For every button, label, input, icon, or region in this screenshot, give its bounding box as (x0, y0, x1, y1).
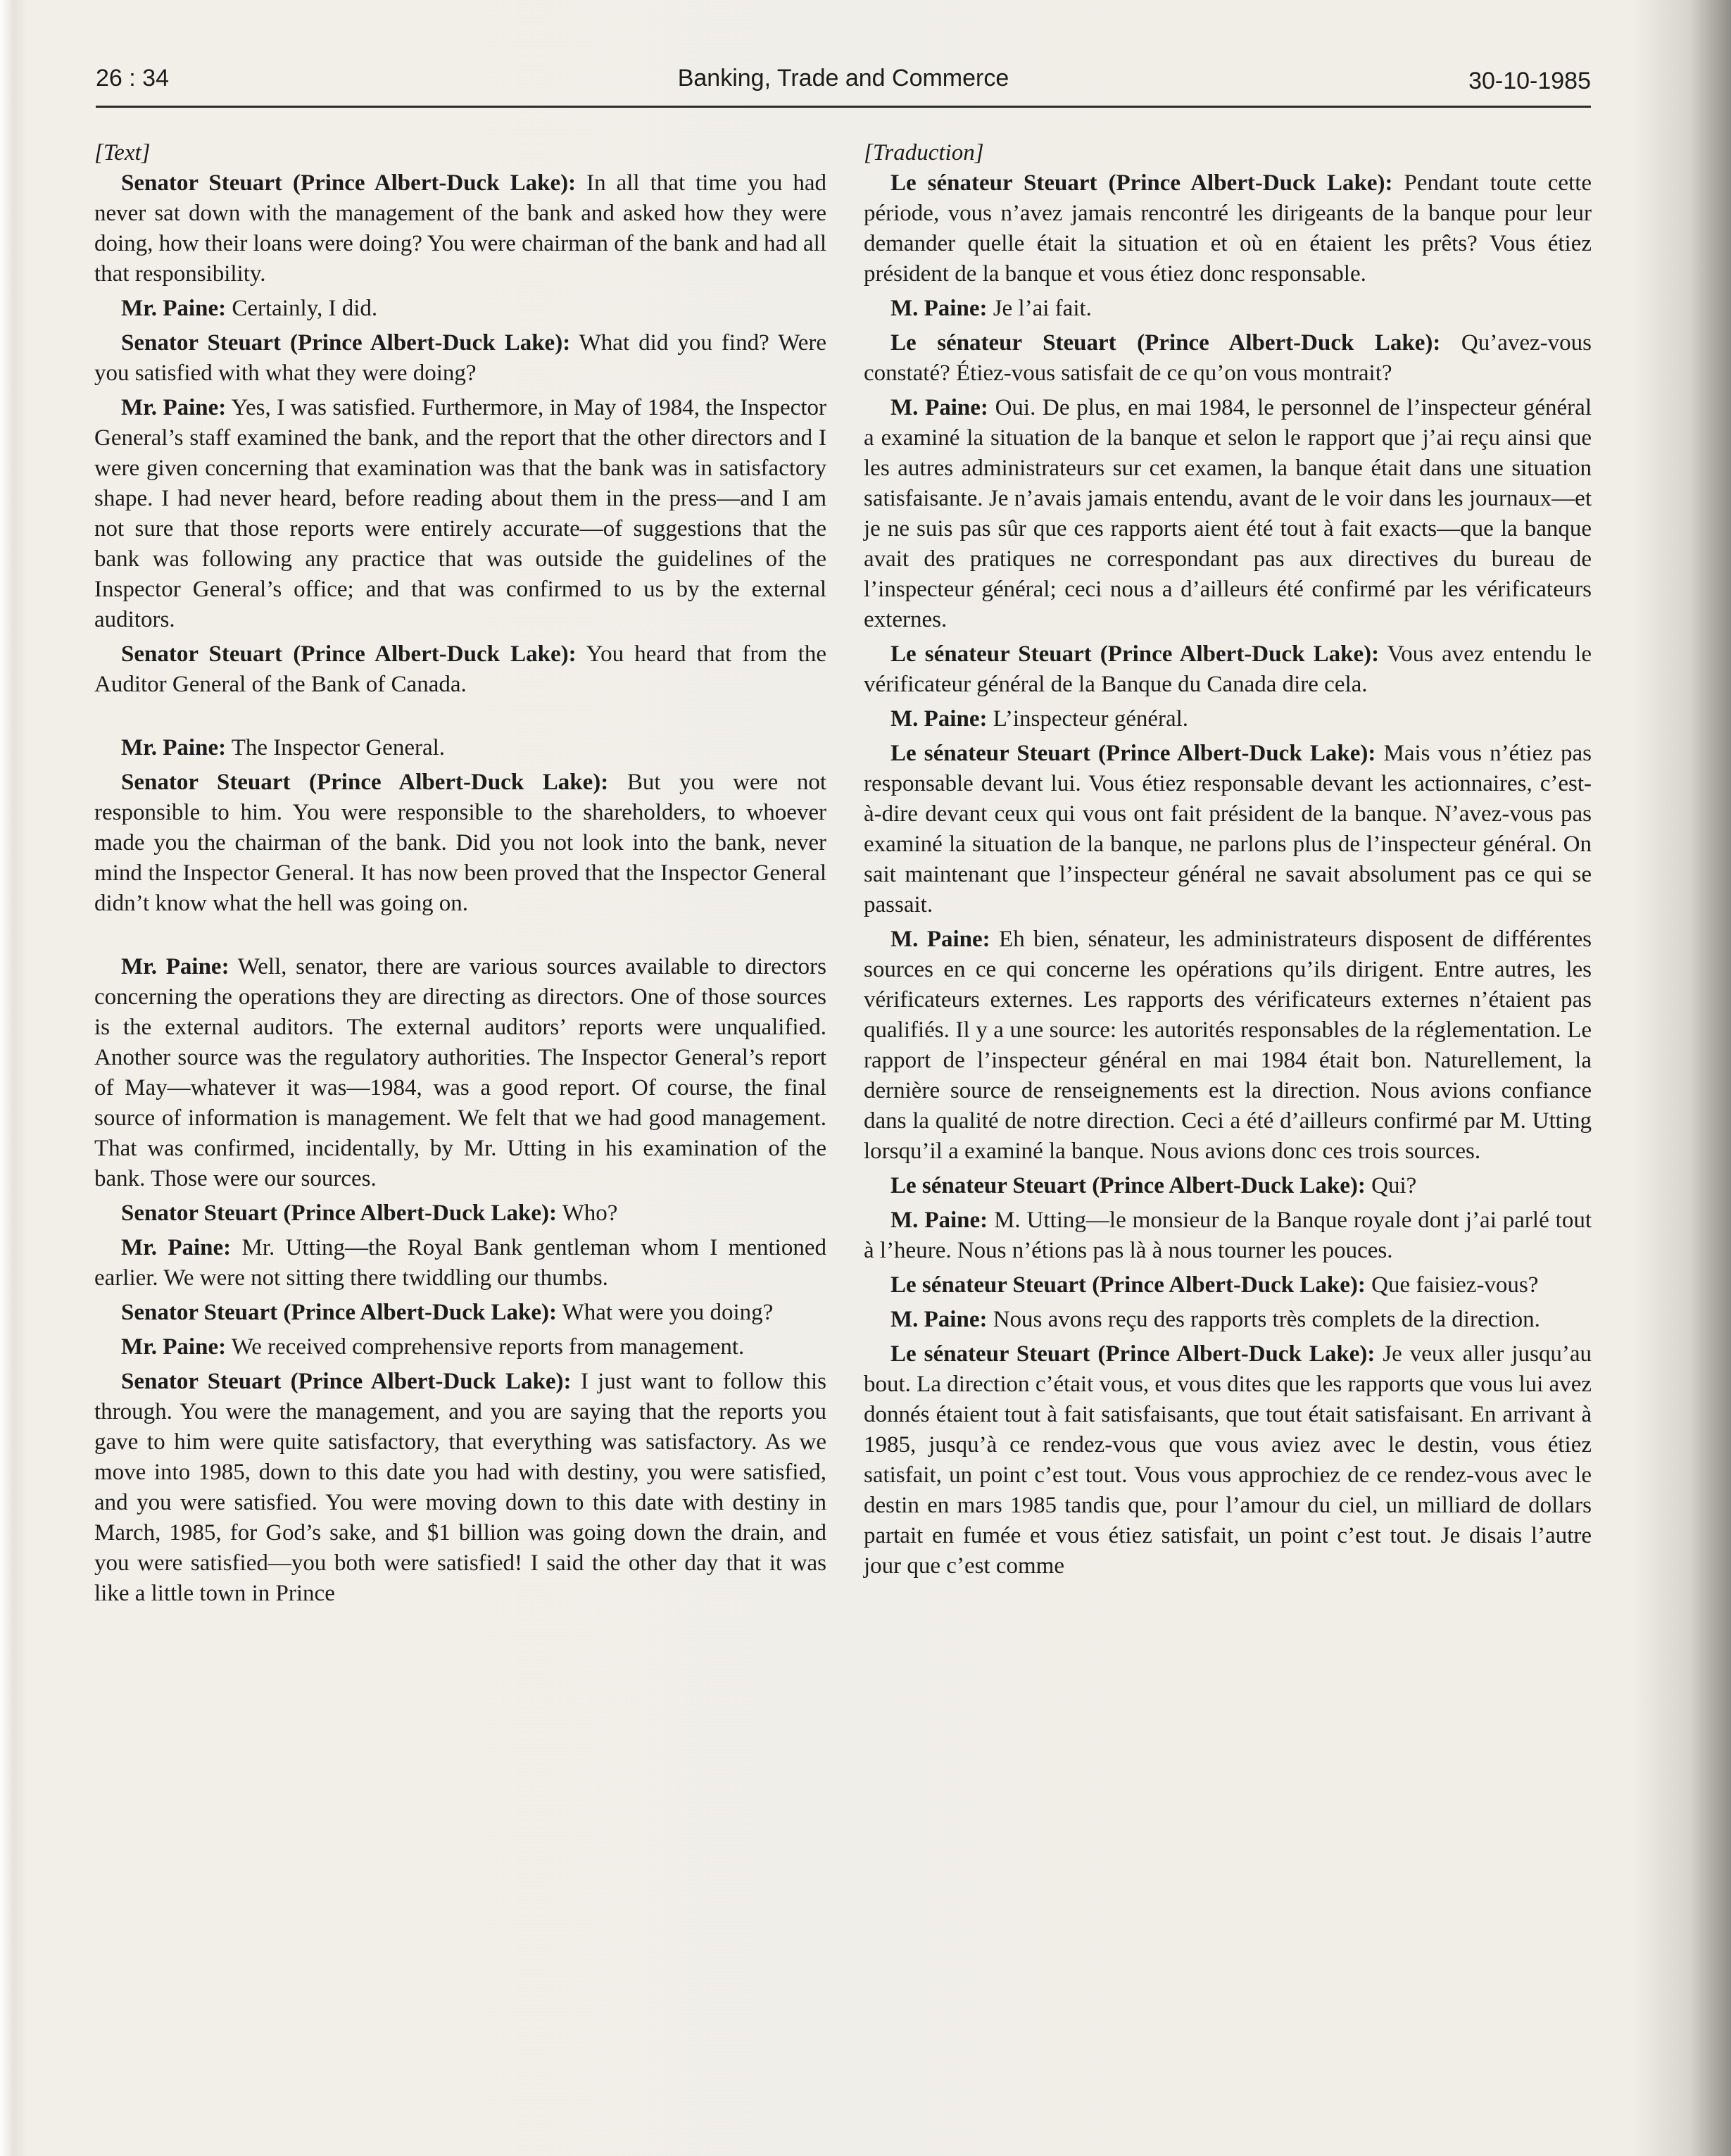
speaker-name: Le sénateur Steuart (Prince Albert-Duck Lake): (890, 1272, 1366, 1298)
speaker-name: Senator Steuart (Prince Albert-Duck Lake): (121, 1369, 572, 1394)
page-number: 26 : 34 (96, 65, 169, 92)
speaker-name: Mr. Paine: (121, 296, 227, 321)
speaker-name: Senator Steuart (Prince Albert-Duck Lake): (121, 1201, 557, 1226)
speaker-name: Le sénateur Steuart (Prince Albert-Duck Lake): (890, 741, 1376, 766)
speech-text: You heard that from the Auditor General of the Bank of Canada. (94, 641, 826, 697)
speech-paragraph (94, 294, 826, 324)
speaker-name: Senator Steuart (Prince Albert-Duck Lake): (121, 1300, 557, 1325)
issue-date: 30-10-1985 (1468, 68, 1591, 94)
speech-text: Que faisiez-vous? (1365, 1272, 1539, 1298)
speech-text: L’inspecteur général. (987, 706, 1189, 732)
speech-paragraph (864, 925, 1592, 1167)
speaker-name: M. Paine: (890, 395, 988, 420)
speaker-name: Le sénateur Steuart (Prince Albert-Duck Lake): (890, 641, 1380, 667)
speaker-name: Senator Steuart (Prince Albert-Duck Lake): (121, 770, 609, 795)
speech-paragraph (864, 393, 1592, 635)
speaker-name: Le sénateur Steuart (Prince Albert-Duck Lake): (890, 1341, 1376, 1367)
speech-text: M. Utting—le monsieur de la Banque royale dont j’ai parlé tout à l’heure. Nous n’étions pas là à nous tourner les pouces. (864, 1208, 1592, 1263)
speaker-name: Le sénateur Steuart (Prince Albert-Duck Lake): (890, 170, 1393, 196)
speech-paragraph (864, 168, 1592, 289)
speech-paragraph (94, 952, 826, 1194)
speaker-name: Senator Steuart (Prince Albert-Duck Lake): (121, 330, 571, 356)
speech-paragraph (864, 739, 1592, 920)
speaker-name: Mr. Paine: (121, 395, 227, 420)
speech-paragraph (94, 1367, 826, 1609)
speech-text: Je veux aller jusqu’au bout. La direction c’était vous, et vous dites que les rapports que vous lui avez donnés étaient tout à fait satisfaisants, que tout était satisfaisant. En arrivant à 1985, jusqu’à ce rendez-vous que vous aviez avec le destin, vous étiez satisfait, un point c’est tout. Vous vous approchiez de ce rendez-vous avec le destin en mars 1985 tandis que, pour l’amour du ciel, un milliard de dollars partait en fumée et vous étiez satisfait, un point c’est tout. Je disais l’autre jour que c’est comme (864, 1341, 1592, 1579)
english-column (94, 138, 826, 1613)
speech-text: Yes, I was satisfied. Furthermore, in May of 1984, the Inspector General’s staff examined the bank, and the report that the other directors and I were given concerning that examination was that the bank was in satisfactory shape. I had never heard, before reading about them in the press—and I am not sure that those reports were entirely accurate—of suggestions that the bank was following any practice that was outside the guidelines of the Inspector General’s office; and that was confirmed to us by the external auditors. (94, 395, 826, 632)
speech-text: Certainly, I did. (226, 296, 378, 321)
page-edge (0, 0, 13, 2156)
language-label: [Text] (94, 140, 151, 165)
speech-paragraph (864, 1305, 1592, 1335)
speech-text: In all that time you had never sat down with the management of the bank and asked how they were doing, how their loans were doing? You were chairman of the bank and had all that responsibility. (94, 170, 826, 287)
speech-text: I just want to follow this through. You were the management, and you are saying that the reports you gave to him were quite satisfactory, that everything was satisfactory. As we move into 1985, down to this date you had with destiny, you were satisfied, and you were satisfied. You were moving down to this date with destiny in March, 1985, for God’s sake, and $1 billion was going down the drain, and you were satisfied—you both were satisfied! I said the other day that it was like a little town in Prince (94, 1369, 826, 1606)
speech-text: Eh bien, sénateur, les administrateurs disposent de différentes sources en ce qui concerne les opérations qu’ils dirigent. Entre autres, les vérificateurs externes. Les rapports des vérificateurs externes n’étaient pas qualifiés. Il y a une source: les autorités responsables de la réglementation. Le rapport de l’inspecteur général en mai 1984 était bon. Naturellement, la dernière source de renseignements est la direction. Nous avions confiance dans la qualité de notre direction. Ceci a été d’ailleurs confirmé par M. Utting lorsqu’il a examiné la banque. Nous avions donc ces trois sources. (864, 927, 1592, 1164)
speech-paragraph (864, 1171, 1592, 1201)
speaker-name: Mr. Paine: (121, 735, 227, 760)
speech-text: Qu’avez-vous constaté? Étiez-vous satisfait de ce qu’on vous montrait? (864, 330, 1592, 386)
speech-paragraph (94, 393, 826, 635)
speaker-name: Le sénateur Steuart (Prince Albert-Duck Lake): (890, 1173, 1366, 1198)
speaker-name: Mr. Paine: (121, 1334, 227, 1360)
speech-paragraph (94, 767, 826, 919)
speech-paragraph (94, 1198, 826, 1229)
running-header (96, 65, 1591, 108)
speaker-name: M. Paine: (890, 706, 988, 732)
speech-text: Vous avez entendu le vérificateur général de la Banque du Canada dire cela. (864, 641, 1592, 697)
speech-paragraph (94, 1233, 826, 1293)
speech-paragraph (864, 328, 1592, 389)
speech-paragraph (94, 639, 826, 700)
speech-paragraph (94, 733, 826, 763)
speech-paragraph (864, 1339, 1592, 1581)
speech-text: Pendant toute cette période, vous n’avez jamais rencontré les dirigeants de la banque pour leur demander quelle était la situation et où en étaient les prêts? Vous étiez président de la banque et vous étiez donc responsable. (864, 170, 1592, 287)
speech-text: Qui? (1365, 1173, 1417, 1198)
speaker-name: Mr. Paine: (121, 1235, 232, 1260)
speaker-name: M. Paine: (890, 1208, 988, 1233)
speech-text: What were you doing? (556, 1300, 774, 1325)
speech-paragraph (94, 168, 826, 289)
speech-paragraph (94, 1298, 826, 1328)
speaker-name: M. Paine: (890, 1307, 988, 1332)
speech-text: Mais vous n’étiez pas responsable devant lui. Vous étiez responsable devant les actionnaires, c’est-à-dire devant ceux qui vous ont fait président de la banque. N’avez-vous pas examiné la situation de la banque, ne parlons plus de l’inspecteur général. On sait maintenant que l’inspecteur général ne savait absolument pas ce qui se passait. (864, 741, 1592, 917)
language-label: [Traduction] (864, 140, 984, 165)
speech-text: The Inspector General. (226, 735, 446, 760)
speech-text: But you were not responsible to him. You were responsible to the shareholders, to whoever made you the chairman of the bank. Did you not look into the bank, never mind the Inspector General. It has now been proved that the Inspector General didn’t know what the hell was going on. (94, 770, 826, 916)
speaker-name: M. Paine: (890, 296, 988, 321)
speech-text: Well, senator, there are various sources available to directors concerning the operations they are directing as directors. One of those sources is the external auditors. The external auditors’ reports were unqualified. Another source was the regulatory authorities. The Inspector General’s report of May—whatever it was—1984, was a good report. Of course, the final source of information is management. We felt that we had good management. That was confirmed, incidentally, by Mr. Utting in his examination of the bank. Those were our sources. (94, 954, 826, 1191)
speaker-name: M. Paine: (890, 927, 990, 952)
speaker-name: Mr. Paine: (121, 954, 229, 979)
speech-paragraph (94, 328, 826, 389)
speech-text: Mr. Utting—the Royal Bank gentleman whom I mentioned earlier. We were not sitting there twiddling our thumbs. (94, 1235, 826, 1291)
speaker-name: Le sénateur Steuart (Prince Albert-Duck Lake): (890, 330, 1441, 356)
speech-text: Je l’ai fait. (987, 296, 1092, 321)
speech-paragraph (94, 1332, 826, 1362)
french-column (864, 138, 1592, 1586)
speech-paragraph (864, 1205, 1592, 1266)
speech-text: What did you find? Were you satisfied with what they were doing? (94, 330, 826, 386)
speaker-name: Senator Steuart (Prince Albert-Duck Lake): (121, 170, 577, 196)
speech-text: Nous avons reçu des rapports très complets de la direction. (987, 1307, 1540, 1332)
speech-paragraph (864, 704, 1592, 734)
speech-paragraph (864, 294, 1592, 324)
speech-text: Oui. De plus, en mai 1984, le personnel de l’inspecteur général a examiné la situation de la banque et selon le rapport que j’ai reçu ainsi que les autres administrateurs sur cet examen, la banque était dans une situation satisfaisante. Je n’avais jamais entendu, avant de le voir dans les journaux—et je ne suis pas sûr que ces rapports aient été tout à fait exacts—que la banque avait des pratiques ne correspondant pas aux directives du bureau de l’inspecteur général; ceci nous a d’ailleurs été confirmé par les vérificateurs externes. (864, 395, 1592, 632)
speech-paragraph (864, 1270, 1592, 1301)
speech-text: We received comprehensive reports from management. (226, 1334, 745, 1360)
speech-paragraph (864, 639, 1592, 700)
speech-text: Who? (556, 1201, 618, 1226)
speaker-name: Senator Steuart (Prince Albert-Duck Lake): (121, 641, 577, 667)
publication-title: Banking, Trade and Commerce (677, 65, 1009, 92)
